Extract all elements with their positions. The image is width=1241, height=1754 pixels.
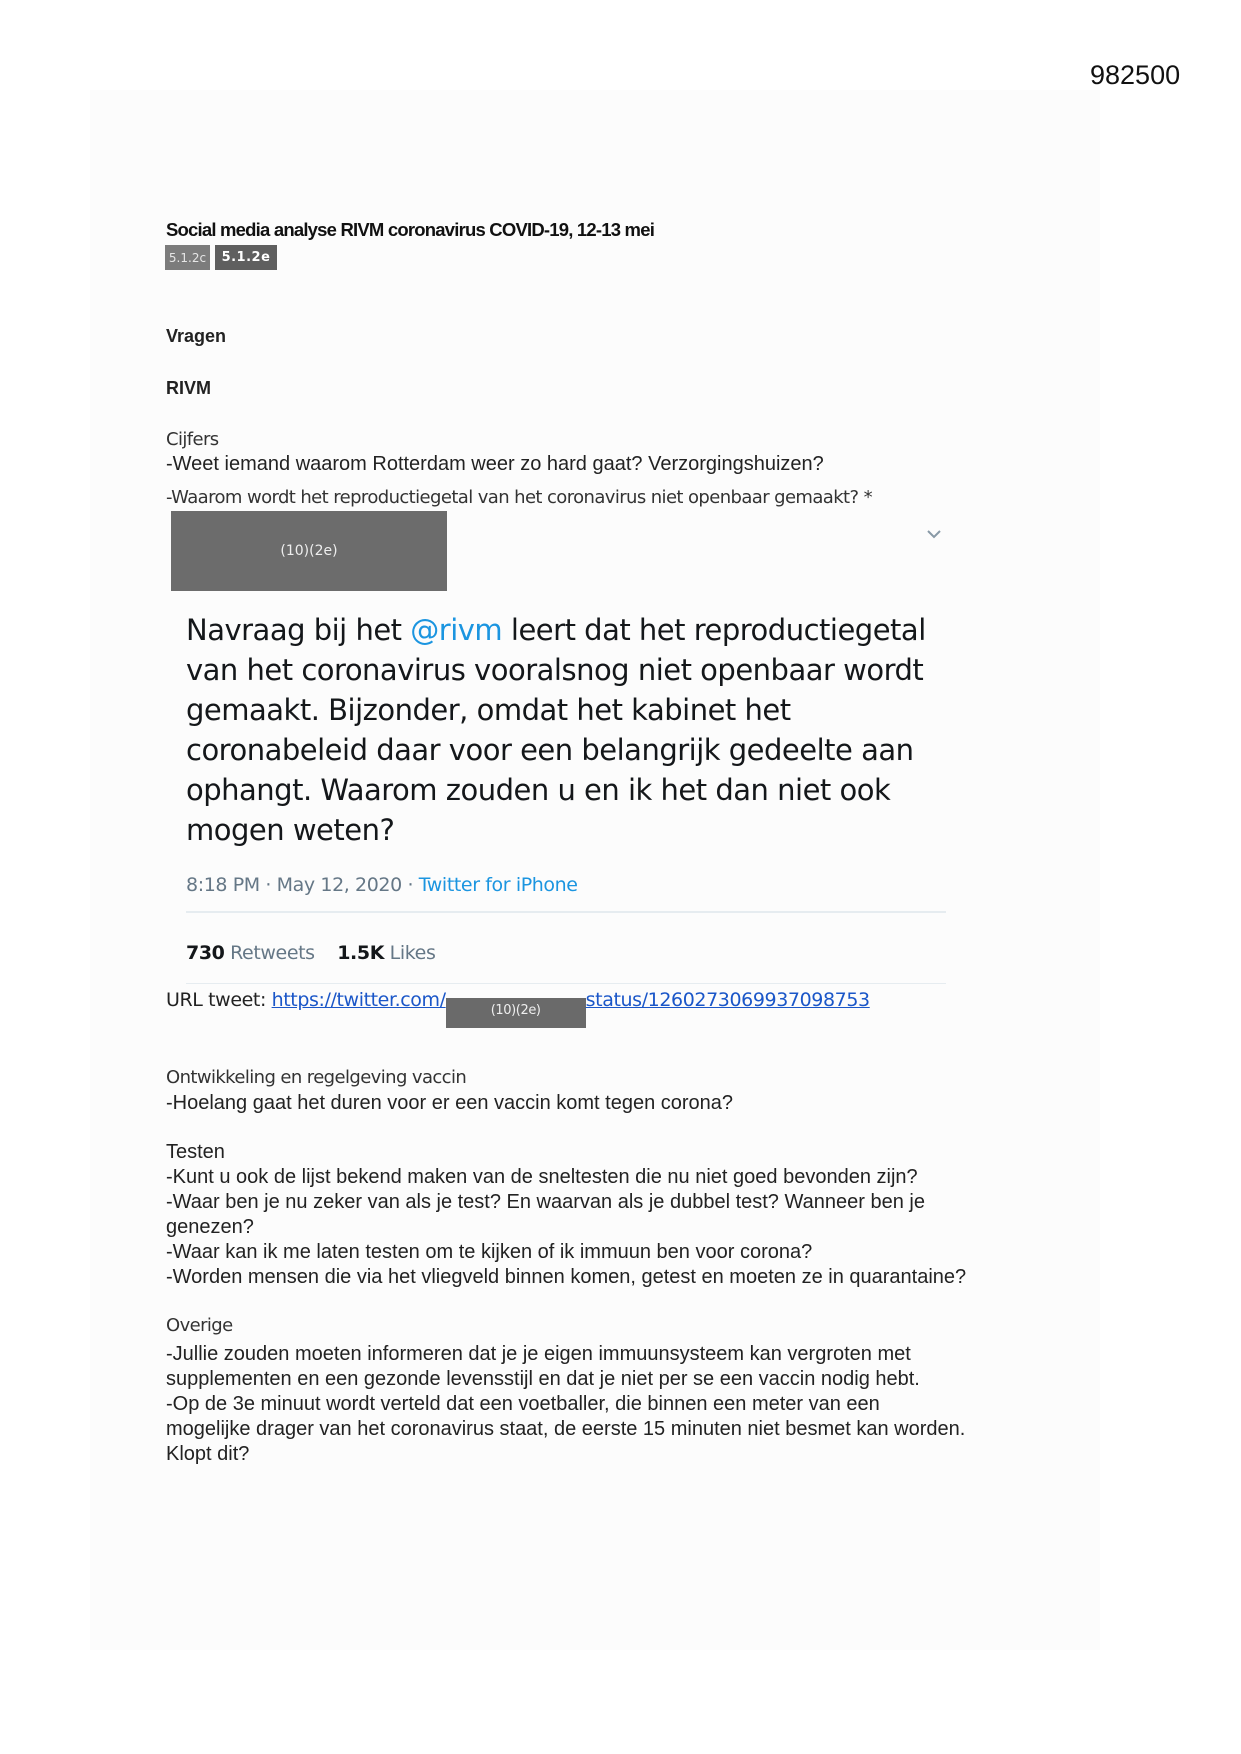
tweet-mention-rivm[interactable]: @rivm bbox=[410, 613, 503, 647]
tweet-link-part1[interactable]: https://twitter.com/ bbox=[271, 989, 446, 1011]
retweets-count: 730 bbox=[186, 942, 225, 964]
overige-line: mogelijke drager van het coronavirus staat, de eerste 15 minuten niet besmet kan worden. bbox=[166, 1418, 966, 1440]
url-tweet-line bbox=[166, 989, 870, 1028]
tweet-timestamp[interactable]: 8:18 PM · May 12, 2020 · bbox=[186, 874, 419, 896]
section-overige bbox=[166, 1342, 1066, 1467]
testen-line: -Kunt u ook de lijst bekend maken van de sneltesten die nu niet goed bevonden zijn? bbox=[166, 1166, 918, 1188]
tweet-text bbox=[186, 610, 946, 850]
redaction-badge-5-1-2e: 5.1.2e bbox=[215, 245, 277, 270]
section-label-cijfers: Cijfers bbox=[166, 429, 219, 450]
overige-line: -Op de 3e minuut wordt verteld dat een voetballer, die binnen een meter van een bbox=[166, 1393, 880, 1415]
redacted-username: (10)(2e) bbox=[446, 998, 586, 1028]
question-vaccin: -Hoelang gaat het duren voor er een vaccin komt tegen corona? bbox=[166, 1092, 734, 1114]
heading-vragen: Vragen bbox=[166, 326, 227, 346]
tweet-source[interactable]: Twitter for iPhone bbox=[418, 874, 578, 896]
divider bbox=[186, 983, 946, 984]
url-label: URL tweet: bbox=[166, 989, 272, 1011]
section-testen bbox=[166, 1140, 1066, 1290]
retweets-stat[interactable] bbox=[186, 942, 315, 964]
question-rotterdam: -Weet iemand waarom Rotterdam weer zo hard gaat? Verzorgingshuizen? bbox=[166, 453, 824, 475]
document-title: Social media analyse RIVM coronavirus COVID-19, 12-13 mei bbox=[166, 219, 655, 240]
overige-line: -Jullie zouden moeten informeren dat je je eigen immuunsysteem kan vergroten met bbox=[166, 1343, 911, 1365]
section-label-overige: Overige bbox=[166, 1315, 233, 1336]
overige-line: supplementen en een gezonde levensstijl en dat je niet per se een vaccin nodig hebt. bbox=[166, 1368, 920, 1390]
tweet-meta bbox=[186, 874, 578, 896]
likes-stat[interactable] bbox=[337, 942, 435, 964]
testen-line: -Waar kan ik me laten testen om te kijken of ik immuun ben voor corona? bbox=[166, 1241, 813, 1263]
overige-line: Klopt dit? bbox=[166, 1443, 250, 1465]
heading-rivm: RIVM bbox=[166, 378, 211, 398]
testen-line: -Worden mensen die via het vliegveld binnen komen, getest en moeten ze in quarantaine? bbox=[166, 1266, 967, 1288]
divider bbox=[186, 911, 946, 913]
testen-line: genezen? bbox=[166, 1216, 254, 1238]
tweet-text-before: Navraag bij het bbox=[186, 613, 411, 647]
redaction-badge-5-1-2c: 5.1.2c bbox=[165, 245, 210, 270]
chevron-down-icon[interactable] bbox=[926, 528, 942, 540]
likes-label: Likes bbox=[384, 942, 436, 964]
question-reproductiegetal: -Waarom wordt het reproductiegetal van het coronavirus niet openbaar gemaakt? * bbox=[166, 487, 872, 508]
testen-line: -Waar ben je nu zeker van als je test? En waarvan als je dubbel test? Wanneer ben je bbox=[166, 1191, 925, 1213]
document-id: 982500 bbox=[1090, 60, 1181, 90]
section-label-vaccin: Ontwikkeling en regelgeving vaccin bbox=[166, 1067, 467, 1088]
tweet-link-part2[interactable]: status/1260273069937098753 bbox=[585, 989, 870, 1011]
retweets-label: Retweets bbox=[224, 942, 315, 964]
likes-count: 1.5K bbox=[337, 942, 385, 964]
redacted-twitter-user: (10)(2e) bbox=[171, 511, 447, 591]
tweet-text-after: leert dat het reproductiegetal van het coronavirus vooralsnog niet openbaar wordt gemaakt. Bijzonder, omdat het kabinet het coronabeleid daar voor een belangrijk gedeelte aan ophangt. Waarom zouden u en ik het dan niet ook mogen weten? bbox=[186, 613, 926, 847]
section-label-testen: Testen bbox=[166, 1141, 225, 1163]
tweet-stats bbox=[186, 942, 435, 964]
